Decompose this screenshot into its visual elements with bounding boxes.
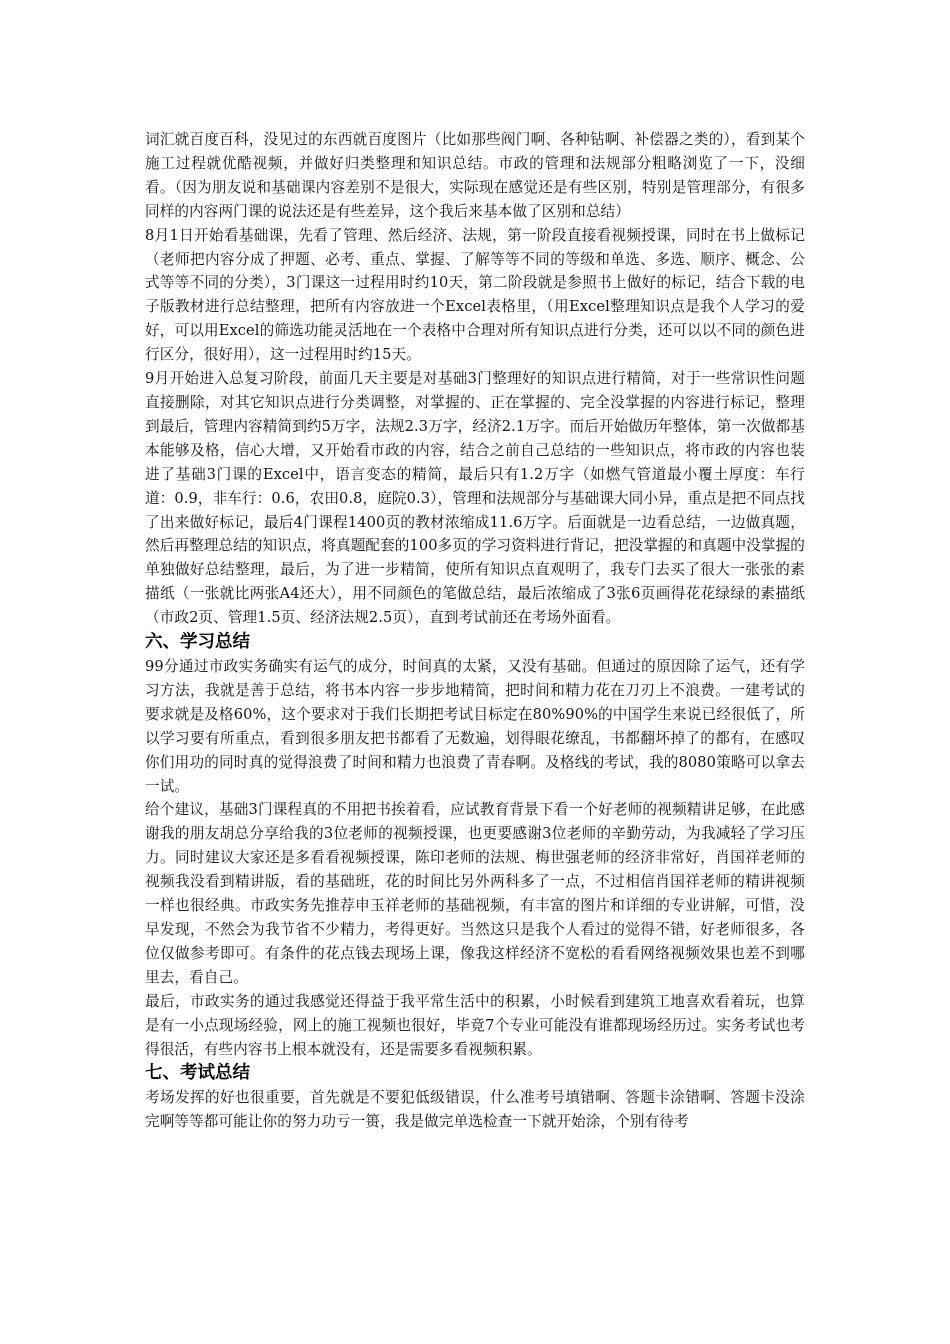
body-paragraph: 最后，市政实务的通过我感觉还得益于我平常生活中的积累，小时候看到建筑工地喜欢看着玩，也算是有一小点现场经验，网上的施工视频也很好，毕竟7个专业可能没有谁都现场经历过。实务考试也考得很活，有些内容书上根本就没有，还是需要多看视频积累。 [145, 992, 805, 1058]
body-paragraph: 8月1日开始看基础课，先看了管理、然后经济、法规，第一阶段直接看视频授课，同时在书上做标记（老师把内容分成了押题、必考、重点、掌握、了解等等不同的等级和单选、多选、顺序、概念、公式等等不同的分类），3门课这一过程用时约10天，第二阶段就是参照书上做好的标记，结合下载的电子版教材进行总结整理，把所有内容放进一个Excel表格里，（用Excel整理知识点是我个人学习的爱好，可以用Excel的筛选功能灵活地在一个表格中合理对所有知识点进行分类，还可以以不同的颜色进行区分，很好用），这一过程用时约15天。 [145, 226, 805, 364]
body-paragraph: 词汇就百度百科，没见过的东西就百度图片（比如那些阀门啊、各种钻啊、补偿器之类的），看到某个施工过程就优酷视频，并做好归类整理和知识总结。市政的管理和法规部分粗略浏览了一下，没细看。（因为朋友说和基础课内容差别不是很大，实际现在感觉还是有些区别，特别是管理部分，有很多同样的内容两门课的说法还是有些差异，这个我后来基本做了区别和总结） [145, 131, 805, 220]
body-paragraph: 99分通过市政实务确实有运气的成分，时间真的太紧，又没有基础。但通过的原因除了运气，还有学习方法，我就是善于总结，将书本内容一步步地精简，把时间和精力花在刀刃上不浪费。一建考试的要求就是及格60%，这个要求对于我们长期把考试目标定在80%90%的中国学生来说已经很低了，所以学习要有所重点，看到很多朋友把书都看了无数遍，划得眼花缭乱，书都翻坏掉了的都有，在感叹你们用功的同时真的觉得浪费了时间和精力也浪费了青春啊。及格线的考试，我的8080策略可以拿去一试。 [145, 658, 805, 795]
section-heading-study-summary: 六、学习总结 [145, 632, 250, 653]
body-paragraph: 给个建议，基础3门课程真的不用把书挨着看，应试教育背景下看一个好老师的视频精讲足够，在此感谢我的朋友胡总分享给我的3位老师的视频授课，也更要感谢3位老师的辛勤劳动，为我减轻了学习压力。同时建议大家还是多看看视频授课，陈印老师的法规、梅世强老师的经济非常好，肖国祥老师的视频我没看到精讲版，看的基础班，花的时间比另外两科多了一点，不过相信肖国祥老师的精讲视频一样也很经典。市政实务先推荐申玉祥老师的基础视频，有丰富的图片和详细的专业讲解，可惜，没早发现，不然会为我节省不少精力，考得更好。当然这只是我个人看过的觉得不错，好老师很多，各位仅做参考即可。有条件的花点钱去现场上课，像我这样经济不宽松的看看网络视频效果也差不到哪里去，看自己。 [145, 801, 805, 986]
section-heading-exam-summary: 七、考试总结 [145, 1063, 250, 1084]
body-paragraph: 9月开始进入总复习阶段，前面几天主要是对基础3门整理好的知识点进行精简，对于一些常识性问题直接删除，对其它知识点进行分类调整，对掌握的、正在掌握的、完全没掌握的内容进行标记，整理到最后，管理内容精简到约5万字，法规2.3万字，经济2.1万字。而后开始做历年整体，第一次做都基本能够及格，信心大增，又开始看市政的内容，结合之前自己总结的一些知识点，将市政的内容也装进了基础3门课的Excel中，语言变态的精简，最后只有1.2万字（如燃气管道最小覆土厚度：车行道：0.9，非车行：0.6，农田0.8，庭院0.3），管理和法规部分与基础课大同小异，重点是把不同点找了出来做好标记，最后4门课程1400页的教材浓缩成11.6万字。后面就是一边看总结，一边做真题，然后再整理总结的知识点，将真题配套的100多页的学习资料进行背记，把没掌握的和真题中没掌握的单独做好总结整理，最后，为了进一步精简，使所有知识点直观明了，我专门去买了很大一张张的素描纸（一张就比两张A4还大），用不同颜色的笔做总结，最后浓缩成了3张6页画得花花绿绿的素描纸（市政2页、管理1.5页、经济法规2.5页），直到考试前还在考场外面看。 [145, 370, 805, 627]
body-paragraph: 考场发挥的好也很重要，首先就是不要犯低级错误，什么准考号填错啊、答题卡涂错啊、答题卡没涂完啊等等都可能让你的努力功亏一篑，我是做完单选检查一下就开始涂，个别有待考 [145, 1089, 805, 1131]
document-page [145, 128, 805, 1134]
